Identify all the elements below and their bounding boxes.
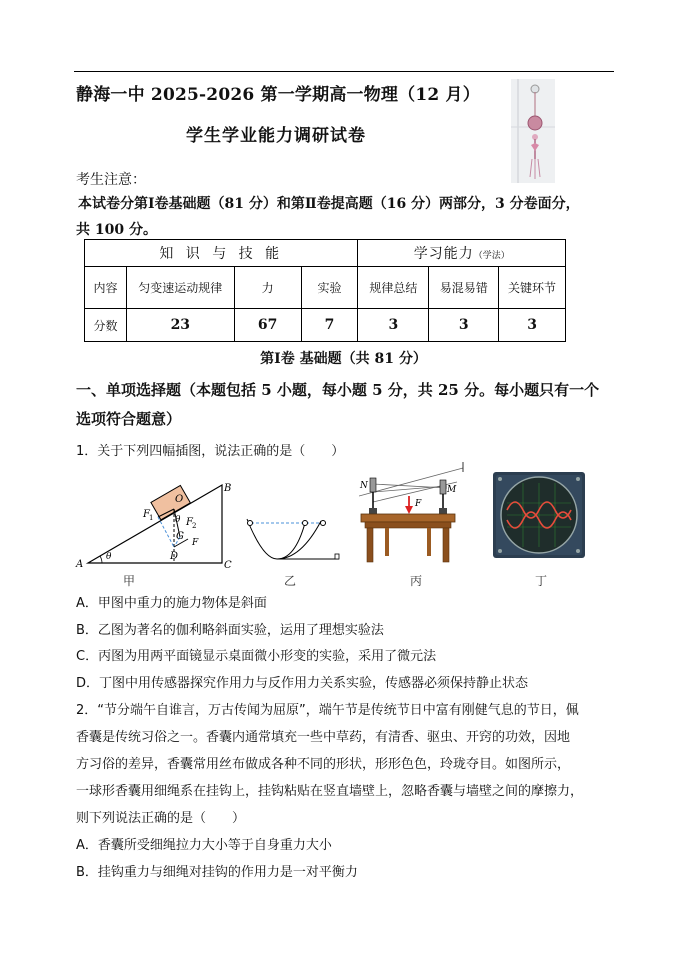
fig-label-B: B xyxy=(224,483,232,494)
notice-line: 本试卷分第Ⅰ卷基础题（81 分）和第Ⅱ卷提高题（16 分）两部分，3 分卷面分， xyxy=(78,196,580,212)
table-column-header: 易混易错 xyxy=(429,267,499,309)
question-stem: 2．“节分端午自谁言，万古传闻为屈原”，端午节是传统节日中富有刚健气息的节日，佩 xyxy=(76,703,579,718)
figure-caption: 甲 xyxy=(123,574,136,588)
fig-label-F2-sub: 2 xyxy=(192,522,197,530)
figure-caption: 乙 xyxy=(284,574,297,588)
score-table xyxy=(84,239,566,342)
question-stem: 香囊是传统习俗之一。香囊内通常填充一些中草药，有清香、驱虫、开窍的功效，因地 xyxy=(76,730,571,745)
sachet-photo xyxy=(511,79,555,183)
section-heading: 选项符合题意） xyxy=(76,410,182,428)
table-column-header: 规律总结 xyxy=(358,267,429,309)
exam-subtitle: 学生学业能力调研试卷 xyxy=(186,126,366,146)
fig-label-D: D xyxy=(170,551,179,562)
table-cell: 23 xyxy=(126,309,234,342)
part-heading: 第Ⅰ卷 基础题（共 81 分） xyxy=(260,351,427,367)
fig-label-F1-sub: 1 xyxy=(149,514,154,522)
fig-label-F: F xyxy=(192,538,199,548)
table-column-header: 实验 xyxy=(301,267,358,309)
answer-option: A．香囊所受细绳拉力大小等于自身重力大小 xyxy=(76,838,332,853)
answer-option: D．丁图中用传感器探究作用力与反作用力关系实验，传感器必须保持静止状态 xyxy=(76,676,529,691)
question-stem: 1．关于下列四幅插图，说法正确的是（ ） xyxy=(76,444,345,459)
fig-label-C: C xyxy=(224,560,232,569)
figure-caption: 丁 xyxy=(535,574,548,588)
figure-mirror-table xyxy=(359,462,471,564)
fig-label-F1: F xyxy=(143,509,150,520)
answer-option: B．挂钩重力与细绳对挂钩的作用力是一对平衡力 xyxy=(76,865,358,880)
fig-label-F-force: F xyxy=(415,499,422,509)
question-stem: 方习俗的差异，香囊常用丝布做成各种不同的形状，形形色色，玲珑夺目。如图所示， xyxy=(76,757,571,772)
section-heading: 一、单项选择题（本题包括 5 小题，每小题 5 分，共 25 分。每小题只有一个 xyxy=(76,381,600,399)
figure-caption: 丙 xyxy=(410,574,423,588)
question-stem: 则下列说法正确的是（ ） xyxy=(76,811,246,826)
fig-label-O: O xyxy=(175,494,184,505)
figure-galileo-ramps xyxy=(241,515,343,563)
fig-label-N: N xyxy=(360,481,368,491)
figure-sensor-screen xyxy=(493,472,585,558)
answer-option: C．丙图为用两平面镜显示桌面微小形变的实验，采用了微元法 xyxy=(76,649,437,664)
table-row-label: 分数 xyxy=(85,309,127,342)
table-cell: 7 xyxy=(301,309,358,342)
answer-option: B．乙图为著名的伽利略斜面实验，运用了理想实验法 xyxy=(76,623,384,638)
figure-incline xyxy=(74,477,234,569)
fig-label-theta-top: θ xyxy=(175,515,181,525)
table-cell: 67 xyxy=(234,309,301,342)
table-group-header: 学习能力（学法） xyxy=(358,240,566,267)
table-cell: 3 xyxy=(358,309,429,342)
table-group-header: 知 识 与 技 能 xyxy=(85,240,358,267)
table-column-header: 力 xyxy=(234,267,301,309)
table-row-label: 内容 xyxy=(85,267,127,309)
fig-label-F2: F xyxy=(186,517,193,528)
fig-label-A: A xyxy=(76,559,84,569)
table-column-header: 匀变速运动规律 xyxy=(126,267,234,309)
table-cell: 3 xyxy=(429,309,499,342)
table-column-header: 关键环节 xyxy=(499,267,566,309)
fig-label-G: G xyxy=(176,531,184,542)
table-cell: 3 xyxy=(499,309,566,342)
fig-label-M: M xyxy=(447,485,457,495)
fig-label-theta: θ xyxy=(106,552,112,562)
header-rule xyxy=(74,71,614,72)
answer-option: A．甲图中重力的施力物体是斜面 xyxy=(76,596,267,611)
question-stem: 一球形香囊用细绳系在挂钩上，挂钩粘贴在竖直墙壁上，忽略香囊与墙壁之间的摩擦力， xyxy=(76,784,584,799)
notice-heading: 考生注意： xyxy=(76,172,146,188)
notice-line: 共 100 分。 xyxy=(76,222,157,238)
exam-title: 静海一中 2025-2026 第一学期高一物理（12 月） xyxy=(76,85,480,105)
